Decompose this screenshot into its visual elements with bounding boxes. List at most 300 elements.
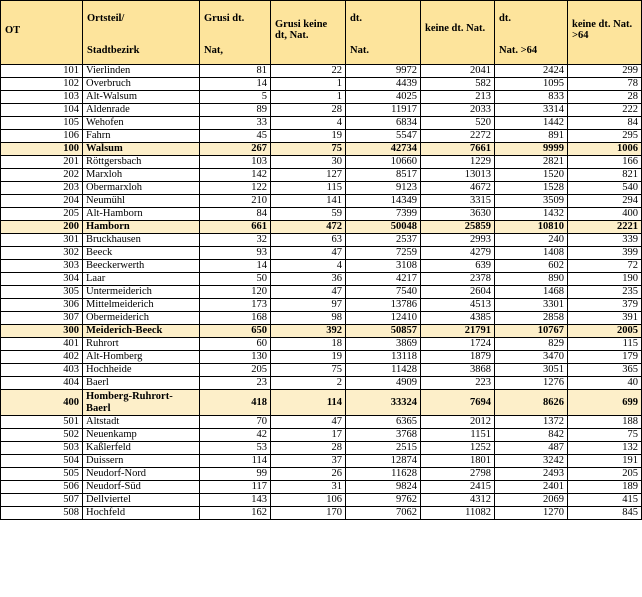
cell-ot: 200	[1, 221, 83, 234]
cell-keine-dt-nat: 1879	[421, 351, 495, 364]
cell-ot: 508	[1, 507, 83, 520]
cell-grusi-dt: 122	[200, 182, 271, 195]
cell-grusi-keine: 22	[271, 65, 346, 78]
cell-grusi-dt: 53	[200, 442, 271, 455]
cell-keine-dt-nat-64: 191	[568, 455, 642, 468]
cell-keine-dt-nat-64: 179	[568, 351, 642, 364]
cell-keine-dt-nat: 223	[421, 377, 495, 390]
cell-keine-dt-nat: 4279	[421, 247, 495, 260]
cell-keine-dt-nat-64: 399	[568, 247, 642, 260]
header-dt-nat-64	[495, 1, 568, 65]
cell-dt-nat: 6365	[346, 416, 421, 429]
cell-ot: 103	[1, 91, 83, 104]
cell-dt-nat-64: 3242	[495, 455, 568, 468]
cell-keine-dt-nat-64: 540	[568, 182, 642, 195]
cell-name: Röttgersbach	[83, 156, 200, 169]
cell-dt-nat-64: 890	[495, 273, 568, 286]
cell-grusi-dt: 45	[200, 130, 271, 143]
cell-name: Dellviertel	[83, 494, 200, 507]
cell-keine-dt-nat: 2415	[421, 481, 495, 494]
cell-grusi-keine: 97	[271, 299, 346, 312]
cell-keine-dt-nat-64: 84	[568, 117, 642, 130]
cell-keine-dt-nat-64: 845	[568, 507, 642, 520]
cell-grusi-dt: 14	[200, 78, 271, 91]
table-header	[1, 1, 642, 65]
table-row	[1, 104, 642, 117]
cell-keine-dt-nat-64: 115	[568, 338, 642, 351]
cell-ot: 400	[1, 390, 83, 416]
cell-name: Walsum	[83, 143, 200, 156]
cell-name: Altstadt	[83, 416, 200, 429]
cell-keine-dt-nat-64: 1006	[568, 143, 642, 156]
cell-keine-dt-nat-64: 339	[568, 234, 642, 247]
cell-name: Hochheide	[83, 364, 200, 377]
header-ot	[1, 1, 83, 65]
cell-keine-dt-nat: 2272	[421, 130, 495, 143]
cell-keine-dt-nat: 2041	[421, 65, 495, 78]
header-ortsteil-line1: Ortsteil/	[87, 13, 125, 24]
table-row	[1, 299, 642, 312]
cell-dt-nat-64: 833	[495, 91, 568, 104]
cell-dt-nat: 12874	[346, 455, 421, 468]
cell-name: Fahrn	[83, 130, 200, 143]
cell-keine-dt-nat: 2993	[421, 234, 495, 247]
header-grusi-dt-line2: Nat,	[204, 45, 223, 56]
cell-grusi-keine: 18	[271, 338, 346, 351]
cell-ot: 401	[1, 338, 83, 351]
cell-ot: 201	[1, 156, 83, 169]
header-dt-nat	[346, 1, 421, 65]
cell-dt-nat: 9972	[346, 65, 421, 78]
cell-grusi-keine: 47	[271, 416, 346, 429]
cell-grusi-dt: 120	[200, 286, 271, 299]
table-row	[1, 247, 642, 260]
cell-keine-dt-nat: 4385	[421, 312, 495, 325]
cell-keine-dt-nat-64: 166	[568, 156, 642, 169]
table-row-district-total	[1, 143, 642, 156]
cell-name: Hochfeld	[83, 507, 200, 520]
cell-keine-dt-nat-64: 222	[568, 104, 642, 117]
cell-name: Aldenrade	[83, 104, 200, 117]
cell-dt-nat-64: 2069	[495, 494, 568, 507]
cell-keine-dt-nat-64: 295	[568, 130, 642, 143]
cell-dt-nat-64: 891	[495, 130, 568, 143]
cell-name: Neudorf-Nord	[83, 468, 200, 481]
header-row	[1, 1, 642, 65]
cell-keine-dt-nat: 2798	[421, 468, 495, 481]
table-row	[1, 312, 642, 325]
cell-dt-nat: 4439	[346, 78, 421, 91]
cell-grusi-keine: 36	[271, 273, 346, 286]
cell-grusi-keine: 30	[271, 156, 346, 169]
cell-grusi-dt: 60	[200, 338, 271, 351]
cell-name: Beeckerwerth	[83, 260, 200, 273]
cell-keine-dt-nat-64: 400	[568, 208, 642, 221]
cell-dt-nat: 50857	[346, 325, 421, 338]
cell-ot: 302	[1, 247, 83, 260]
table-row	[1, 91, 642, 104]
cell-keine-dt-nat: 1151	[421, 429, 495, 442]
cell-grusi-keine: 17	[271, 429, 346, 442]
cell-grusi-dt: 42	[200, 429, 271, 442]
table-row	[1, 364, 642, 377]
cell-grusi-keine: 47	[271, 247, 346, 260]
header-keine-dt-nat-64-label: keine dt. Nat. >64	[572, 19, 633, 41]
cell-dt-nat-64: 3314	[495, 104, 568, 117]
cell-dt-nat: 6834	[346, 117, 421, 130]
cell-dt-nat: 5547	[346, 130, 421, 143]
table-row	[1, 273, 642, 286]
cell-grusi-keine: 392	[271, 325, 346, 338]
cell-name: Bruckhausen	[83, 234, 200, 247]
cell-name: Meiderich-Beeck	[83, 325, 200, 338]
cell-ot: 505	[1, 468, 83, 481]
cell-grusi-dt: 418	[200, 390, 271, 416]
table-row-district-total	[1, 325, 642, 338]
cell-grusi-dt: 99	[200, 468, 271, 481]
cell-dt-nat-64: 10767	[495, 325, 568, 338]
cell-dt-nat-64: 1520	[495, 169, 568, 182]
cell-ot: 101	[1, 65, 83, 78]
cell-keine-dt-nat: 21791	[421, 325, 495, 338]
cell-grusi-keine: 19	[271, 351, 346, 364]
cell-keine-dt-nat: 582	[421, 78, 495, 91]
cell-name: Mittelmeiderich	[83, 299, 200, 312]
cell-keine-dt-nat: 2033	[421, 104, 495, 117]
cell-dt-nat-64: 2424	[495, 65, 568, 78]
cell-dt-nat: 2515	[346, 442, 421, 455]
cell-grusi-keine: 2	[271, 377, 346, 390]
cell-grusi-dt: 5	[200, 91, 271, 104]
cell-dt-nat-64: 487	[495, 442, 568, 455]
cell-dt-nat: 9762	[346, 494, 421, 507]
cell-keine-dt-nat: 4513	[421, 299, 495, 312]
cell-grusi-dt: 93	[200, 247, 271, 260]
table-row	[1, 208, 642, 221]
cell-dt-nat: 3869	[346, 338, 421, 351]
cell-name: Neudorf-Süd	[83, 481, 200, 494]
cell-dt-nat-64: 1270	[495, 507, 568, 520]
cell-dt-nat: 11917	[346, 104, 421, 117]
cell-keine-dt-nat: 7661	[421, 143, 495, 156]
table-row	[1, 468, 642, 481]
cell-grusi-keine: 114	[271, 390, 346, 416]
cell-dt-nat: 7399	[346, 208, 421, 221]
cell-grusi-dt: 89	[200, 104, 271, 117]
cell-dt-nat: 33324	[346, 390, 421, 416]
cell-grusi-keine: 141	[271, 195, 346, 208]
cell-dt-nat: 14349	[346, 195, 421, 208]
cell-keine-dt-nat: 3868	[421, 364, 495, 377]
cell-keine-dt-nat: 1724	[421, 338, 495, 351]
cell-grusi-dt: 14	[200, 260, 271, 273]
cell-keine-dt-nat: 639	[421, 260, 495, 273]
header-dt-nat-line1: dt.	[350, 13, 362, 24]
cell-grusi-dt: 168	[200, 312, 271, 325]
cell-grusi-keine: 170	[271, 507, 346, 520]
cell-dt-nat: 4217	[346, 273, 421, 286]
cell-ot: 403	[1, 364, 83, 377]
cell-grusi-keine: 75	[271, 143, 346, 156]
table-row	[1, 169, 642, 182]
cell-dt-nat-64: 602	[495, 260, 568, 273]
table-row	[1, 416, 642, 429]
table-row	[1, 429, 642, 442]
cell-name: Duissern	[83, 455, 200, 468]
cell-dt-nat: 7540	[346, 286, 421, 299]
cell-ot: 305	[1, 286, 83, 299]
cell-keine-dt-nat-64: 188	[568, 416, 642, 429]
cell-dt-nat: 3768	[346, 429, 421, 442]
table-row	[1, 195, 642, 208]
cell-dt-nat: 8517	[346, 169, 421, 182]
cell-keine-dt-nat-64: 78	[568, 78, 642, 91]
cell-ot: 105	[1, 117, 83, 130]
cell-keine-dt-nat: 1801	[421, 455, 495, 468]
table-row	[1, 156, 642, 169]
table-row	[1, 494, 642, 507]
cell-ot: 205	[1, 208, 83, 221]
cell-grusi-dt: 267	[200, 143, 271, 156]
cell-ot: 301	[1, 234, 83, 247]
cell-dt-nat-64: 2821	[495, 156, 568, 169]
cell-ot: 303	[1, 260, 83, 273]
header-grusi-keine	[271, 1, 346, 65]
header-ortsteil	[83, 1, 200, 65]
cell-keine-dt-nat-64: 415	[568, 494, 642, 507]
cell-grusi-dt: 205	[200, 364, 271, 377]
cell-dt-nat: 13786	[346, 299, 421, 312]
header-dt-nat-64-line1: dt.	[499, 13, 511, 24]
cell-ot: 402	[1, 351, 83, 364]
cell-grusi-keine: 28	[271, 442, 346, 455]
cell-dt-nat-64: 1276	[495, 377, 568, 390]
cell-keine-dt-nat-64: 379	[568, 299, 642, 312]
cell-dt-nat: 11428	[346, 364, 421, 377]
cell-name: Obermeiderich	[83, 312, 200, 325]
cell-keine-dt-nat-64: 299	[568, 65, 642, 78]
cell-ot: 507	[1, 494, 83, 507]
cell-name: Baerl	[83, 377, 200, 390]
table-row	[1, 130, 642, 143]
cell-dt-nat: 9824	[346, 481, 421, 494]
cell-dt-nat-64: 240	[495, 234, 568, 247]
cell-dt-nat-64: 1442	[495, 117, 568, 130]
cell-name: Neumühl	[83, 195, 200, 208]
cell-grusi-keine: 98	[271, 312, 346, 325]
cell-keine-dt-nat: 2012	[421, 416, 495, 429]
cell-grusi-dt: 143	[200, 494, 271, 507]
table-row	[1, 377, 642, 390]
cell-ot: 300	[1, 325, 83, 338]
cell-ot: 204	[1, 195, 83, 208]
cell-grusi-keine: 26	[271, 468, 346, 481]
cell-name: Laar	[83, 273, 200, 286]
cell-keine-dt-nat-64: 365	[568, 364, 642, 377]
cell-keine-dt-nat: 520	[421, 117, 495, 130]
cell-keine-dt-nat: 3315	[421, 195, 495, 208]
header-keine-dt-nat-label: keine dt. Nat.	[425, 23, 486, 34]
cell-dt-nat-64: 1408	[495, 247, 568, 260]
cell-dt-nat-64: 842	[495, 429, 568, 442]
table-row	[1, 442, 642, 455]
cell-ot: 306	[1, 299, 83, 312]
cell-name: Wehofen	[83, 117, 200, 130]
header-grusi-dt	[200, 1, 271, 65]
cell-grusi-dt: 117	[200, 481, 271, 494]
cell-grusi-dt: 70	[200, 416, 271, 429]
cell-ot: 504	[1, 455, 83, 468]
cell-keine-dt-nat-64: 821	[568, 169, 642, 182]
cell-dt-nat-64: 1432	[495, 208, 568, 221]
cell-keine-dt-nat: 2604	[421, 286, 495, 299]
cell-keine-dt-nat: 7694	[421, 390, 495, 416]
cell-name: Ruhrort	[83, 338, 200, 351]
cell-name: Overbruch	[83, 78, 200, 91]
cell-grusi-keine: 1	[271, 91, 346, 104]
cell-dt-nat-64: 1372	[495, 416, 568, 429]
cell-dt-nat: 7259	[346, 247, 421, 260]
header-keine-dt-nat-64	[568, 1, 642, 65]
cell-grusi-dt: 33	[200, 117, 271, 130]
cell-grusi-keine: 59	[271, 208, 346, 221]
table-row	[1, 286, 642, 299]
cell-ot: 503	[1, 442, 83, 455]
cell-name: Homberg-Ruhrort-Baerl	[83, 390, 200, 416]
cell-grusi-keine: 4	[271, 260, 346, 273]
table-row	[1, 117, 642, 130]
cell-dt-nat: 2537	[346, 234, 421, 247]
cell-name: Kaßlerfeld	[83, 442, 200, 455]
cell-ot: 102	[1, 78, 83, 91]
cell-grusi-dt: 50	[200, 273, 271, 286]
cell-name: Beeck	[83, 247, 200, 260]
table-row	[1, 182, 642, 195]
cell-name: Marxloh	[83, 169, 200, 182]
cell-name: Untermeiderich	[83, 286, 200, 299]
cell-grusi-dt: 130	[200, 351, 271, 364]
cell-ot: 506	[1, 481, 83, 494]
cell-dt-nat-64: 10810	[495, 221, 568, 234]
header-dt-nat-line2: Nat.	[350, 45, 369, 56]
table-row	[1, 234, 642, 247]
cell-keine-dt-nat-64: 189	[568, 481, 642, 494]
cell-keine-dt-nat: 1252	[421, 442, 495, 455]
cell-grusi-dt: 103	[200, 156, 271, 169]
cell-dt-nat: 12410	[346, 312, 421, 325]
header-grusi-dt-line1: Grusi dt.	[204, 13, 245, 24]
cell-keine-dt-nat-64: 190	[568, 273, 642, 286]
cell-keine-dt-nat-64: 205	[568, 468, 642, 481]
cell-dt-nat: 7062	[346, 507, 421, 520]
cell-keine-dt-nat-64: 699	[568, 390, 642, 416]
header-ortsteil-line2: Stadtbezirk	[87, 45, 140, 56]
cell-grusi-keine: 37	[271, 455, 346, 468]
cell-ot: 106	[1, 130, 83, 143]
cell-grusi-keine: 472	[271, 221, 346, 234]
cell-keine-dt-nat-64: 40	[568, 377, 642, 390]
cell-grusi-keine: 31	[271, 481, 346, 494]
cell-dt-nat-64: 3509	[495, 195, 568, 208]
cell-dt-nat: 13118	[346, 351, 421, 364]
cell-dt-nat-64: 3470	[495, 351, 568, 364]
cell-keine-dt-nat: 1229	[421, 156, 495, 169]
cell-grusi-keine: 75	[271, 364, 346, 377]
cell-dt-nat: 42734	[346, 143, 421, 156]
cell-grusi-dt: 32	[200, 234, 271, 247]
cell-keine-dt-nat-64: 2221	[568, 221, 642, 234]
cell-ot: 100	[1, 143, 83, 156]
cell-grusi-keine: 115	[271, 182, 346, 195]
cell-keine-dt-nat-64: 235	[568, 286, 642, 299]
cell-ot: 104	[1, 104, 83, 117]
cell-dt-nat: 3108	[346, 260, 421, 273]
cell-keine-dt-nat: 4672	[421, 182, 495, 195]
cell-dt-nat: 4025	[346, 91, 421, 104]
cell-ot: 307	[1, 312, 83, 325]
table-row	[1, 260, 642, 273]
cell-dt-nat: 11628	[346, 468, 421, 481]
cell-keine-dt-nat-64: 294	[568, 195, 642, 208]
cell-dt-nat-64: 1528	[495, 182, 568, 195]
cell-dt-nat-64: 9999	[495, 143, 568, 156]
cell-grusi-keine: 1	[271, 78, 346, 91]
cell-name: Obermarxloh	[83, 182, 200, 195]
cell-dt-nat: 50048	[346, 221, 421, 234]
cell-keine-dt-nat: 3630	[421, 208, 495, 221]
cell-grusi-dt: 142	[200, 169, 271, 182]
cell-dt-nat: 9123	[346, 182, 421, 195]
table-row	[1, 78, 642, 91]
cell-dt-nat-64: 3051	[495, 364, 568, 377]
table-row	[1, 351, 642, 364]
cell-keine-dt-nat: 4312	[421, 494, 495, 507]
cell-keine-dt-nat: 2378	[421, 273, 495, 286]
header-dt-nat-64-line2: Nat. >64	[499, 45, 538, 56]
cell-dt-nat-64: 1468	[495, 286, 568, 299]
cell-dt-nat-64: 829	[495, 338, 568, 351]
table-row	[1, 455, 642, 468]
cell-grusi-dt: 162	[200, 507, 271, 520]
cell-grusi-dt: 173	[200, 299, 271, 312]
cell-dt-nat-64: 2493	[495, 468, 568, 481]
cell-grusi-dt: 114	[200, 455, 271, 468]
cell-keine-dt-nat-64: 132	[568, 442, 642, 455]
cell-grusi-keine: 127	[271, 169, 346, 182]
table-row	[1, 481, 642, 494]
table-row	[1, 507, 642, 520]
cell-name: Alt-Homberg	[83, 351, 200, 364]
cell-ot: 203	[1, 182, 83, 195]
cell-dt-nat-64: 2858	[495, 312, 568, 325]
cell-keine-dt-nat-64: 75	[568, 429, 642, 442]
cell-ot: 202	[1, 169, 83, 182]
cell-dt-nat-64: 3301	[495, 299, 568, 312]
cell-ot: 502	[1, 429, 83, 442]
cell-grusi-keine: 63	[271, 234, 346, 247]
cell-grusi-dt: 661	[200, 221, 271, 234]
cell-grusi-keine: 47	[271, 286, 346, 299]
header-ot-label: OT	[5, 25, 21, 36]
cell-dt-nat-64: 8626	[495, 390, 568, 416]
cell-dt-nat: 4909	[346, 377, 421, 390]
cell-grusi-keine: 4	[271, 117, 346, 130]
table-row	[1, 65, 642, 78]
cell-name: Neuenkamp	[83, 429, 200, 442]
cell-keine-dt-nat: 13013	[421, 169, 495, 182]
cell-keine-dt-nat-64: 2005	[568, 325, 642, 338]
cell-name: Alt-Walsum	[83, 91, 200, 104]
